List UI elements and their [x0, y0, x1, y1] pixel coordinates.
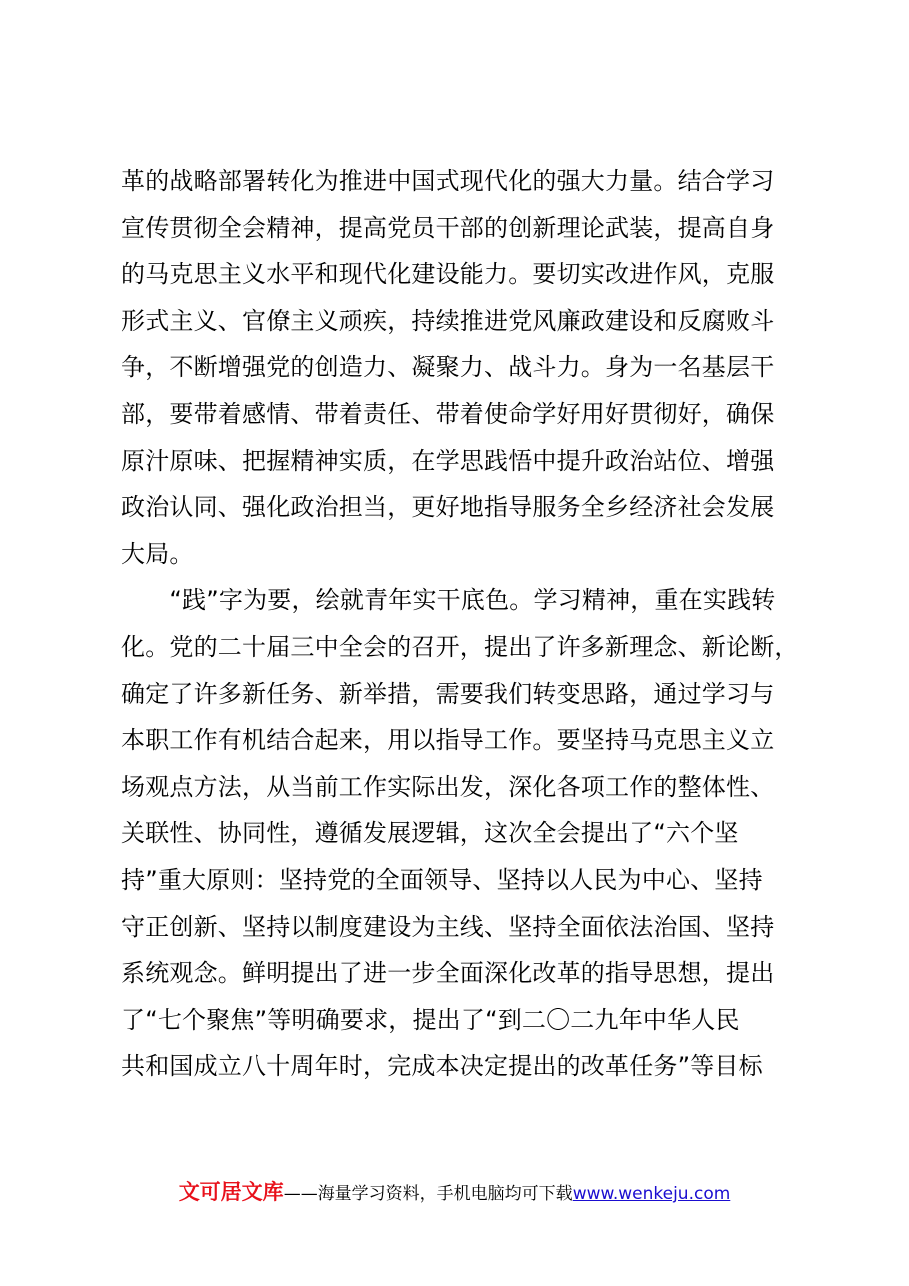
footer-tagline: ——海量学习资料，手机电脑均可下载: [283, 1184, 573, 1204]
text-line: 场观点方法，从当前工作实际出发，深化各项工作的整体性、: [121, 772, 775, 801]
text-line: 系统观念。鲜明提出了进一步全面深化改革的指导思想，提出: [121, 959, 775, 988]
text-line: 部，要带着感情、带着责任、带着使命学好用好贯彻好，确保: [121, 399, 775, 428]
text-line: 形式主义、官僚主义顽疾，持续推进党风廉政建设和反腐败斗: [121, 306, 775, 335]
text-line: 确定了许多新任务、新举措，需要我们转变思路，通过学习与: [121, 679, 775, 708]
text-line: 的马克思主义水平和现代化建设能力。要切实改进作风，克服: [121, 260, 775, 289]
text-line: 宣传贯彻全会精神，提高党员干部的创新理论武装，提高自身: [121, 213, 775, 242]
text-line: 本职工作有机结合起来，用以指导工作。要坚持马克思主义立: [121, 726, 775, 755]
text-line: “践”字为要，绘就青年实干底色。学习精神，重在实践转: [121, 586, 776, 615]
text-line: 大局。: [121, 539, 194, 568]
footer-site-link[interactable]: www.wenkeju.com: [572, 1184, 731, 1204]
text-line: 共和国成立八十周年时，完成本决定提出的改革任务”等目标: [121, 1052, 763, 1081]
document-body: [121, 158, 799, 1090]
text-line: 持”重大原则：坚持党的全面领导、坚持以人民为中心、坚持: [121, 865, 763, 894]
text-line: 革的战略部署转化为推进中国式现代化的强大力量。结合学习: [121, 167, 775, 195]
text-line: 争，不断增强党的创造力、凝聚力、战斗力。身为一名基层干: [121, 353, 775, 382]
text-line: 了“七个聚焦”等明确要求，提出了“到二〇二九年中华人民: [121, 1005, 740, 1034]
text-line: 原汁原味、把握精神实质，在学思践悟中提升政治站位、增强: [121, 446, 775, 475]
footer: [0, 1176, 909, 1206]
footer-brand: 文可居文库: [178, 1180, 284, 1204]
text-line: 政治认同、强化政治担当，更好地指导服务全乡经济社会发展: [121, 493, 775, 522]
text-line: 关联性、协同性，遵循发展逻辑，这次全会提出了“六个坚: [121, 819, 739, 848]
text-line: 化。党的二十届三中全会的召开，提出了许多新理念、新论断，: [121, 632, 799, 661]
text-line: 守正创新、坚持以制度建设为主线、坚持全面依法治国、坚持: [121, 912, 775, 941]
